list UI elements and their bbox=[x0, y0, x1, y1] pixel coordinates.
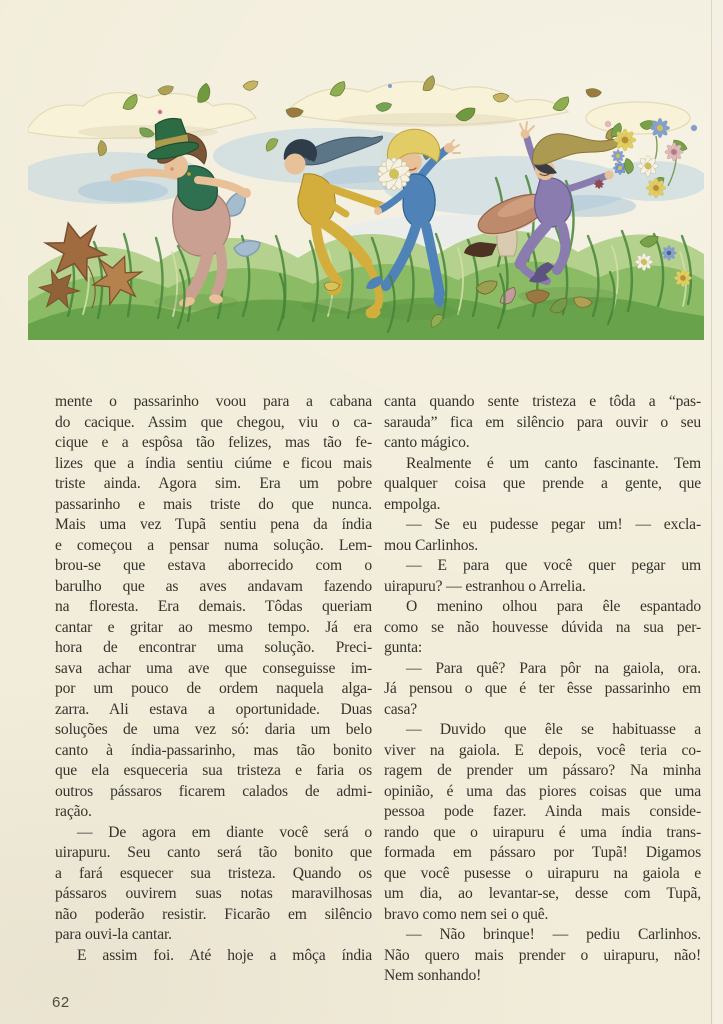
text-line: a fará esquecer sua tristeza. Quando os bbox=[55, 864, 372, 882]
text-line: pessoa pode fazer. Ainda mais conside- bbox=[384, 803, 701, 820]
text-line: que ela esqueceria sua tristeza e faria os bbox=[55, 762, 372, 779]
text-line: O menino olhou para êle espantado bbox=[406, 598, 701, 615]
text-line: por um pouco de ordem naquela alga- bbox=[55, 680, 372, 697]
text-line: para ouvi-la cantar. bbox=[55, 926, 172, 943]
text-line: — Duvido que êle se habituasse a bbox=[406, 721, 701, 738]
text-line: como se não houvesse dúvida na sua per- bbox=[384, 618, 701, 636]
text-line: sarauda” fica em silêncio para ouvir o seu bbox=[384, 413, 701, 431]
text-line: formada em pássaro por Tupã! Digamos bbox=[384, 844, 701, 861]
text-line: um dia, ao levantar-se, desse com Tupã, bbox=[384, 885, 701, 902]
text-line: — E para que você quer pegar um bbox=[406, 557, 701, 574]
text-line: — Se eu pudesse pegar um! — excla- bbox=[406, 516, 701, 533]
text-line: hora de encontrar uma solução. Preci- bbox=[55, 639, 372, 656]
text-line: mou Carlinhos. bbox=[384, 536, 479, 554]
text-line: Não quero mais prender o uirapuru, não! bbox=[384, 946, 701, 964]
text-line: casa? bbox=[384, 700, 418, 718]
text-line: — De agora em diante você será o bbox=[77, 823, 372, 841]
text-line: pássaros ouvirem suas notas maravilhosas bbox=[55, 885, 372, 902]
text-line: zarra. Ali estava a oportunidade. Duas bbox=[55, 700, 372, 718]
text-line: canto à índia-passarinho, mas tão bonito bbox=[55, 741, 372, 759]
text-column-left bbox=[55, 392, 372, 966]
page-edge-crease bbox=[711, 0, 713, 1024]
text-line: Mais uma vez Tupã sentiu pena da índia bbox=[55, 516, 372, 533]
text-line: gunta: bbox=[384, 639, 423, 656]
text-line: soluções de uma vez só: daria um belo bbox=[55, 721, 372, 738]
text-line: — Para quê? Para pôr na gaiola, ora. bbox=[406, 659, 701, 677]
text-line: E assim foi. Até hoje a môça índia bbox=[77, 946, 372, 964]
text-line: ragem de prender um pássaro? Na minha bbox=[384, 762, 701, 779]
text-line: canta quando sente tristeza e tôda a “pas- bbox=[384, 393, 701, 410]
text-line: e começou a pensar numa solução. Lem- bbox=[55, 536, 372, 554]
text-line: outros pássaros ficarem calados de admi- bbox=[55, 782, 372, 800]
text-line: do cacique. Assim que chegou, viu o ca- bbox=[55, 413, 372, 431]
text-line: uirapuru? — estranhou o Arrelia. bbox=[384, 577, 586, 595]
illustration bbox=[28, 66, 704, 340]
text-line: ração. bbox=[55, 803, 92, 820]
text-line: uirapuru. Seu canto será tão bonito que bbox=[55, 844, 372, 861]
text-line: barulho que as aves andavam fazendo bbox=[55, 577, 372, 595]
text-column-right bbox=[384, 392, 701, 987]
text-line: empolga. bbox=[384, 495, 441, 513]
text-line: Realmente é um canto fascinante. Tem bbox=[406, 454, 701, 472]
text-line: lizes que a índia sentiu ciúme e ficou mais bbox=[55, 454, 372, 472]
text-line: rando que o uirapuru é uma índia trans- bbox=[384, 823, 701, 841]
text-line: na floresta. Era demais. Tôdas queriam bbox=[55, 598, 372, 615]
page-number: 62 bbox=[52, 994, 70, 1011]
text-line: passarinho e mais triste do que nunca. bbox=[55, 495, 372, 513]
text-line: — Não brinque! — pediu Carlinhos. bbox=[406, 926, 701, 943]
text-line: não poderão resistir. Ficarão em silêncio bbox=[55, 905, 372, 923]
text-line: mente o passarinho voou para a cabana bbox=[55, 393, 372, 410]
text-line: bravo como nem sei o quê. bbox=[384, 905, 549, 923]
page-edge-strip bbox=[713, 0, 723, 1024]
text-line: Nem sonhando! bbox=[384, 967, 482, 984]
text-line: sava achar uma ave que conseguisse im- bbox=[55, 659, 372, 677]
text-line: qualquer coisa que prende a gente, que bbox=[384, 475, 701, 492]
text-line: cantar e gritar ao mesmo tempo. Já era bbox=[55, 618, 372, 636]
text-line: que você pusesse o uirapuru na gaiola e bbox=[384, 864, 701, 882]
text-line: triste ainda. Agora sim. Era um pobre bbox=[55, 475, 372, 492]
text-line: cique e a espôsa tão felizes, mas tão fe- bbox=[55, 434, 372, 451]
text-line: canto mágico. bbox=[384, 434, 470, 451]
text-line: Já pensou o que é ter êsse passarinho em bbox=[384, 680, 701, 697]
text-line: opinião, é uma das piores coisas que uma bbox=[384, 782, 701, 800]
text-line: brou-se que estava aborrecido com o bbox=[55, 557, 372, 574]
text-line: viver na gaiola. E depois, você teria co- bbox=[384, 741, 701, 759]
